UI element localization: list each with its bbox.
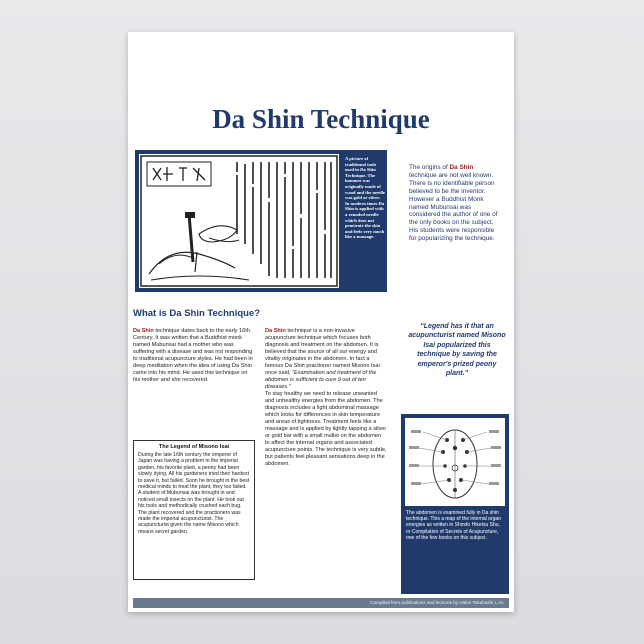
description-paragraph — [265, 328, 387, 468]
history-name: Da Shin — [133, 328, 154, 334]
origins-paragraph — [409, 164, 502, 243]
description-text-2: To stay healthy we need to release unwanted and unhealthy energies from the abdomen. The diagnosis includes a light abdominal massage which looks for differences in skin temperature and areas of tightness. Treatment feels like a massage and is applied by lightly tapping a silver or gold bar with a small mallet on the abdomen to affect the internal organs and associated acupuncture points. The technique is very subtle, but patients feel pleasant sensations deep in the abdomen. — [265, 391, 387, 467]
woodcut-illustration — [139, 154, 339, 288]
poster — [128, 32, 514, 612]
abdomen-map-image — [405, 418, 505, 506]
description-name: Da Shin — [265, 328, 286, 334]
footer-credit: Compiled from publications and lectures by Hideo Takahashi L.Ac. — [133, 598, 509, 608]
origins-name: Da Shin — [449, 164, 474, 171]
legend-box — [133, 440, 255, 580]
pull-quote: “Legend has it that an acupuncturist named Misono Isai popularized this technique by saving the emperor's prized peony plant.” — [408, 323, 506, 378]
legend-title: The Legend of Misono Isai — [158, 444, 230, 450]
legend-body: During the late 16th century the emperor of Japan was having a problem in the imperial garden, his favorite plant, a peony had been slowly dying. All his gardeners tried their hardest to save it, but failed. Soon he brought in the best medical minds to treat the plant, they too failed. A student of Mubunsai was brought in and noticed small insects on the plant. He took out his tools and methodically crushed each bug. The plant recovered and the practioners was made the imperial acupuncturist. The acupuncturist given the name Misono which means secret garden. — [138, 452, 250, 535]
diagram-panel — [401, 414, 509, 594]
history-text: technique dates back to the early 16th Century. It was written that a Buddhist monk named Mubunsai had a mother who was suffering with a disease and was not responding to traditional acupuncture styles. He had been in deep meditation when the idea of using Da Shin came into his mind. He used this technique on his mother and she recovered. — [133, 328, 253, 383]
description-quote: “Examination and treatment of the abdomen is sufficient to cure 9 out of ten diseases.” — [265, 370, 377, 390]
woodcut-image — [139, 154, 339, 288]
origins-rest: technique are not well known. There is no identifiable person believed to be the inventor. However a Buddhist Monk named Mubunsai was considered the author of one of the only books on the subject. His students were responsible for popularizing the technique. — [409, 171, 498, 243]
origins-lead: The origins of — [409, 164, 450, 171]
abdomen-diagram — [405, 418, 505, 506]
page-title: Da Shin Technique — [212, 104, 430, 134]
history-paragraph — [133, 328, 255, 384]
description-text-1: technique is a non-invasive acupuncture technique which focuses both diagnosis and treatment on the abdomen. It is believed that the source of all our energy and vitality originates in the abdomen. In fact a famous Da Shin practioner named Misono Isai once said, — [265, 328, 380, 376]
hero-panel — [135, 150, 387, 292]
hero-caption: A picture of traditional tools used in Da Shin Technique. The hammer was originally made of wood and the needle was gold or silver. In modern times Da Shin is applied with a rounded needle which does not penetrate the skin and feels very much like a massage. — [345, 156, 385, 240]
section-heading: What is Da Shin Technique? — [133, 308, 261, 319]
diagram-caption: The abdomen is examined fully in Da shin technique. This a map of the internal organ energies as written in Shindo Hiketsu Shu, or Compilation of Secrets of Acupuncture, one of the few books on this subject. — [406, 510, 501, 541]
